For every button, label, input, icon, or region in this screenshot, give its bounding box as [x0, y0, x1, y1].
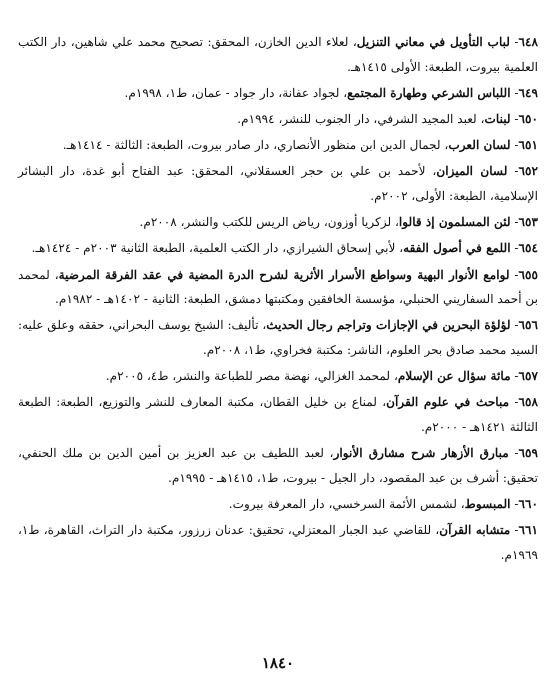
bibliography-entry: ٦٤٨- لباب التأويل في معاني التنزيل، لعلاء الدين الخازن، المحقق: تصحيح محمد علي شاهين، دار الكتب العلمية بيروت، الطبعة: الأولى ١٤١٥هـ.	[18, 35, 538, 74]
entry-number: ٦٥٢	[518, 164, 538, 179]
entry-details: ، لمناع بن خليل القطان، مكتبة المعارف للنشر والتوزيع، الطبعة: الطبعة الثالثة ١٤٢١هـ - ٢٠٠٠م.	[18, 395, 538, 434]
entry-number: ٦٥٦	[518, 318, 538, 333]
entry-number: ٦٥٣	[518, 215, 538, 230]
entry-number: ٦٥٥	[518, 267, 539, 282]
entry-details: ، للقاضي عبد الجبار المعتزلي، تحقيق: عدنان زرزور، مكتبة دار التراث، القاهرة، ط١، ١٩٦٩م.	[18, 523, 538, 562]
bibliography-page	[18, 30, 538, 569]
entry-title: لسان العرب	[448, 138, 511, 153]
entry-title: مباحث في علوم القرآن	[386, 395, 510, 410]
entry-title: مائة سؤال عن الإسلام	[397, 369, 511, 384]
entry-details: ، لزكريا أوزون، رياض الريس للكتب والنشر، ٢٠٠٨م.	[139, 215, 399, 230]
entry-number: ٦٥٧	[518, 369, 538, 384]
entry-details: ، لجمال الدين ابن منظور الأنصاري، دار صادر بيروت، الطبعة: الثالثة - ١٤١٤هـ.	[62, 138, 449, 153]
bibliography-entry: ٦٥٩- مبارق الأزهار شرح مشارق الأنوار، لعبد اللطيف بن عبد العزيز بن أمين الدين بن ملك الحنفي، تحقيق: أشرف بن عبد المقصود، دار الجيل - بيروت، ط١، ١٤١٥هـ - ١٩٩٥م.	[18, 446, 538, 485]
entry-title: مبارق الأزهار شرح مشارق الأنوار	[333, 446, 509, 461]
entry-details: ، لشمس الأئمة السرخسي، دار المعرفة بيروت.	[228, 496, 465, 511]
entry-number: ٦٦١	[518, 523, 538, 537]
entry-details: ، لعبد المجيد الشرفي، دار الجنوب للنشر، ١٩٩٤م.	[237, 111, 485, 126]
entry-title: متشابه القرآن	[439, 523, 511, 537]
bibliography-entry: ٦٥٥- لوامع الأنوار البهية وسواطع الأسرار الأثرية لشرح الدرة المضية في عقد الفرقة المرضية، لمحمد بن أحمد السفاريني الحنبلي، مؤسسة الخافقين ومكتبتها دمشق، الطبعة: الثانية - ١٤٠٢هـ - ١٩٨٢م.	[18, 267, 539, 307]
bibliography-entry: ٦٥٤- اللمع في أصول الفقه، لأبي إسحاق الشيرازي، دار الكتب العلمية، الطبعة الثانية ٢٠٠٣م - ١٤٢٤هـ.	[31, 241, 538, 256]
entry-title: اللمع في أصول الفقه	[403, 241, 511, 256]
bibliography-entry: ٦٥٦- لؤلؤة البحرين في الإجازات وتراجم رجال الحديث، تأليف: الشيخ يوسف البحراني، حققه وعلق عليه: السيد محمد صادق بحر العلوم، الناشر: مكتبة فخراوي، ط١، ٢٠٠٨م.	[18, 318, 538, 357]
entry-number: ٦٤٩	[518, 85, 538, 100]
bibliography-entry: ٦٥١- لسان العرب، لجمال الدين ابن منظور الأنصاري، دار صادر بيروت، الطبعة: الثالثة - ١٤١٤هـ.	[62, 138, 538, 153]
entry-title: لؤلؤة البحرين في الإجازات وتراجم رجال الحديث	[266, 318, 511, 333]
entry-title: لوامع الأنوار البهية وسواطع الأسرار الأثرية لشرح الدرة المضية في عقد الفرقة المرضية	[58, 267, 510, 282]
entry-details: ، لعبد اللطيف بن عبد العزيز بن أمين الدين بن ملك الحنفي، تحقيق: أشرف بن عبد المقصود، دار الجيل - بيروت، ط١، ١٤١٥هـ - ١٩٩٥م.	[18, 446, 538, 485]
entry-number: ٦٥٨	[518, 395, 538, 410]
entry-number: ٦٥٩	[518, 446, 538, 461]
entry-number: ٦٥١	[518, 138, 538, 153]
entry-title: لبنات	[484, 111, 511, 126]
bibliography-entry: ٦٦٠- المبسوط، لشمس الأئمة السرخسي، دار المعرفة بيروت.	[228, 496, 538, 511]
entry-details: ، لعلاء الدين الخازن، المحقق: تصحيح محمد علي شاهين، دار الكتب العلمية بيروت، الطبعة: الأولى ١٤١٥هـ.	[18, 35, 538, 74]
entry-title: لباب التأويل في معاني التنزيل	[356, 35, 510, 49]
entry-details: ، لأحمد بن علي بن حجر العسقلاني، المحقق: عبد الفتاح أبو غدة، دار البشائر الإسلامية، الطبعة: الأولى، ٢٠٠٢م.	[18, 164, 538, 203]
entry-details: ، تأليف: الشيخ يوسف البحراني، حققه وعلق عليه: السيد محمد صادق بحر العلوم، الناشر: مكتبة فخراوي، ط١، ٢٠٠٨م.	[18, 318, 538, 357]
entry-number: ٦٦٠	[518, 496, 538, 511]
bibliography-entry: ٦٥٨- مباحث في علوم القرآن، لمناع بن خليل القطان، مكتبة المعارف للنشر والتوزيع، الطبعة: الطبعة الثالثة ١٤٢١هـ - ٢٠٠٠م.	[18, 395, 538, 434]
entry-title: اللباس الشرعي وطهارة المجتمع	[347, 85, 511, 100]
entry-number: ٦٥٠	[518, 111, 538, 126]
entry-details: ، لأبي إسحاق الشيرازي، دار الكتب العلمية، الطبعة الثانية ٢٠٠٣م - ١٤٢٤هـ.	[31, 241, 404, 256]
bibliography-entry: ٦٥٠- لبنات، لعبد المجيد الشرفي، دار الجنوب للنشر، ١٩٩٤م.	[237, 111, 538, 126]
bibliography-entry: ٦٥٢- لسان الميزان، لأحمد بن علي بن حجر العسقلاني، المحقق: عبد الفتاح أبو غدة، دار البشائر الإسلامية، الطبعة: الأولى، ٢٠٠٢م.	[18, 164, 538, 203]
entry-number: ٦٤٨	[518, 35, 538, 49]
bibliography-entry: ٦٥٣- لئن المسلمون إذ قالوا، لزكريا أوزون، رياض الريس للكتب والنشر، ٢٠٠٨م.	[139, 215, 538, 230]
entry-number: ٦٥٤	[518, 241, 538, 256]
entry-title: لسان الميزان	[436, 164, 508, 179]
entry-details: ، لجواد عفانة، دار جواد - عمان، ط١، ١٩٩٨م.	[124, 85, 348, 100]
entry-details: ، لمحمد بن أحمد السفاريني الحنبلي، مؤسسة الخافقين ومكتبتها دمشق، الطبعة: الثانية - ١٤٠٢هـ - ١٩٨٢م.	[18, 267, 538, 307]
entry-details: ، لمحمد الغزالي، نهضة مصر للطباعة والنشر، ط٤، ٢٠٠٥م.	[105, 369, 398, 384]
bibliography-entry: ٦٥٧- مائة سؤال عن الإسلام، لمحمد الغزالي، نهضة مصر للطباعة والنشر، ط٤، ٢٠٠٥م.	[105, 369, 538, 384]
bibliography-entry: ٦٤٩- اللباس الشرعي وطهارة المجتمع، لجواد عفانة، دار جواد - عمان، ط١، ١٩٩٨م.	[124, 85, 538, 100]
page-number: ١٨٤٠	[261, 654, 295, 672]
entry-title: لئن المسلمون إذ قالوا	[398, 215, 511, 230]
entry-title: المبسوط	[464, 496, 511, 511]
bibliography-entry: ٦٦١- متشابه القرآن، للقاضي عبد الجبار المعتزلي، تحقيق: عدنان زرزور، مكتبة دار التراث، القاهرة، ط١، ١٩٦٩م.	[18, 523, 538, 562]
